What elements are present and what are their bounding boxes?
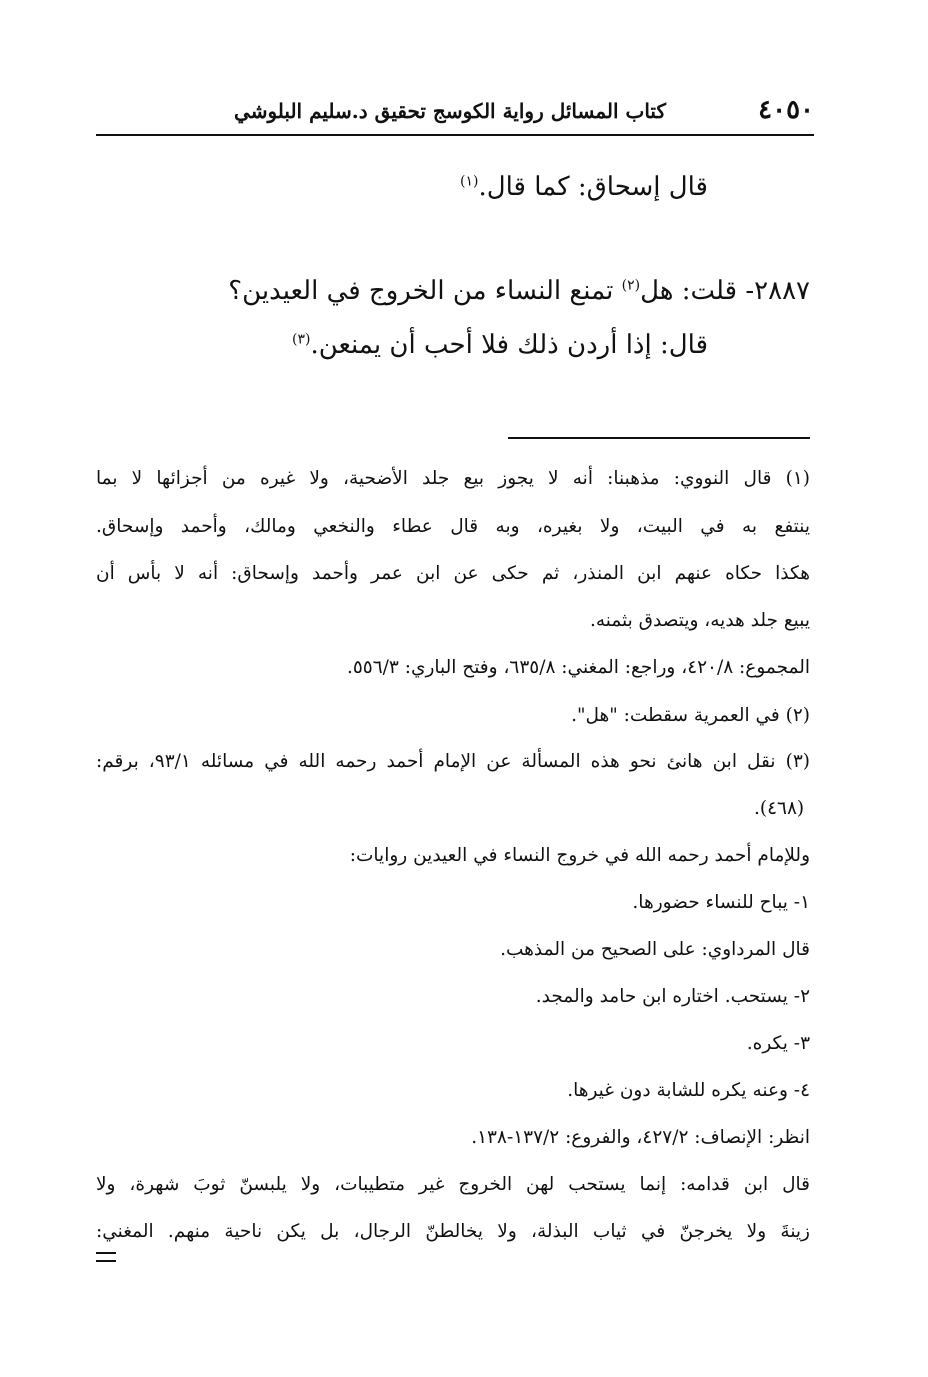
- footnote-separator: [508, 437, 810, 439]
- footnote-line: يبيع جلد هديه، ويتصدق بثمنه.: [589, 610, 810, 631]
- footnote-line: ٣- يكره.: [746, 1033, 810, 1054]
- main-text: قال: إذا أردن ذلك فلا أحب أن يمنعن.: [310, 330, 708, 360]
- footnote-continuation-mark: [96, 1252, 116, 1262]
- footnote-ref-1: (١): [460, 173, 479, 190]
- main-text: قال إسحاق: كما قال.: [478, 172, 708, 202]
- footnote-ref-3: (٣): [291, 331, 311, 348]
- footnote-line: (٢) في العمرية سقطت: "هل".: [571, 705, 810, 726]
- footnote-line: قال المرداوي: على الصحيح من المذهب.: [500, 939, 810, 960]
- footnote-line: ينتفع به في البيت، ولا بغيره، وبه قال عطاء والنخعي ومالك، وأحمد وإسحاق.: [96, 516, 810, 537]
- footnote-ref-2: (٢): [621, 277, 641, 294]
- main-text: ٢٨٨٧- قلت: هل: [640, 276, 810, 306]
- main-line-1: [460, 172, 708, 203]
- main-text: تمنع النساء من الخروج في العيدين؟: [228, 276, 622, 306]
- header-rule: [96, 134, 814, 136]
- page-number: ٤٠٥٠: [758, 95, 814, 125]
- footnote-line: انظر: الإنصاف: ٤٢٧/٢، والفروع: ١٣٧/٢-١٣٨.: [471, 1127, 810, 1148]
- footnote-line: (٣) نقل ابن هانئ نحو هذه المسألة عن الإمام أحمد رحمه الله في مسائله ٩٣/١، برقم:: [96, 751, 810, 772]
- footnote-line: هكذا حكاه عنهم ابن المنذر، ثم حكى عن ابن عمر وأحمد وإسحاق: أنه لا بأس أن: [96, 563, 810, 584]
- footnote-line: المجموع: ٤٢٠/٨، وراجع: المغني: ٦٣٥/٨، وفتح الباري: ٥٥٦/٣.: [346, 657, 810, 678]
- main-line-3: [292, 330, 708, 361]
- footnote-line: وللإمام أحمد رحمه الله في خروج النساء في العيدين روايات:: [349, 845, 810, 866]
- footnote-line: زينةَ ولا يخرجنّ في ثياب البذلة، ولا يخالطنّ الرجال، بل يكن ناحية منهم. المغني:: [96, 1221, 810, 1242]
- main-line-2: [228, 276, 810, 307]
- footnote-line: ١- يباح للنساء حضورها.: [632, 892, 810, 913]
- page-header: [96, 95, 814, 135]
- footnote-line: ٢- يستحب. اختاره ابن حامد والمجد.: [535, 986, 810, 1007]
- footnote-line: (٤٦٨).: [754, 798, 805, 819]
- footnote-line: ٤- وعنه يكره للشابة دون غيرها.: [567, 1080, 810, 1101]
- running-title: كتاب المسائل رواية الكوسج تحقيق د.سليم البلوشي: [234, 99, 666, 123]
- footnote-line: قال ابن قدامه: إنما يستحب لهن الخروج غير متطيبات، ولا يلبسنّ ثوبَ شهرة، ولا: [96, 1174, 810, 1195]
- footnote-line: (١) قال النووي: مذهبنا: أنه لا يجوز بيع جلد الأضحية، ولا غيره من أجزائها لا بما: [96, 468, 810, 489]
